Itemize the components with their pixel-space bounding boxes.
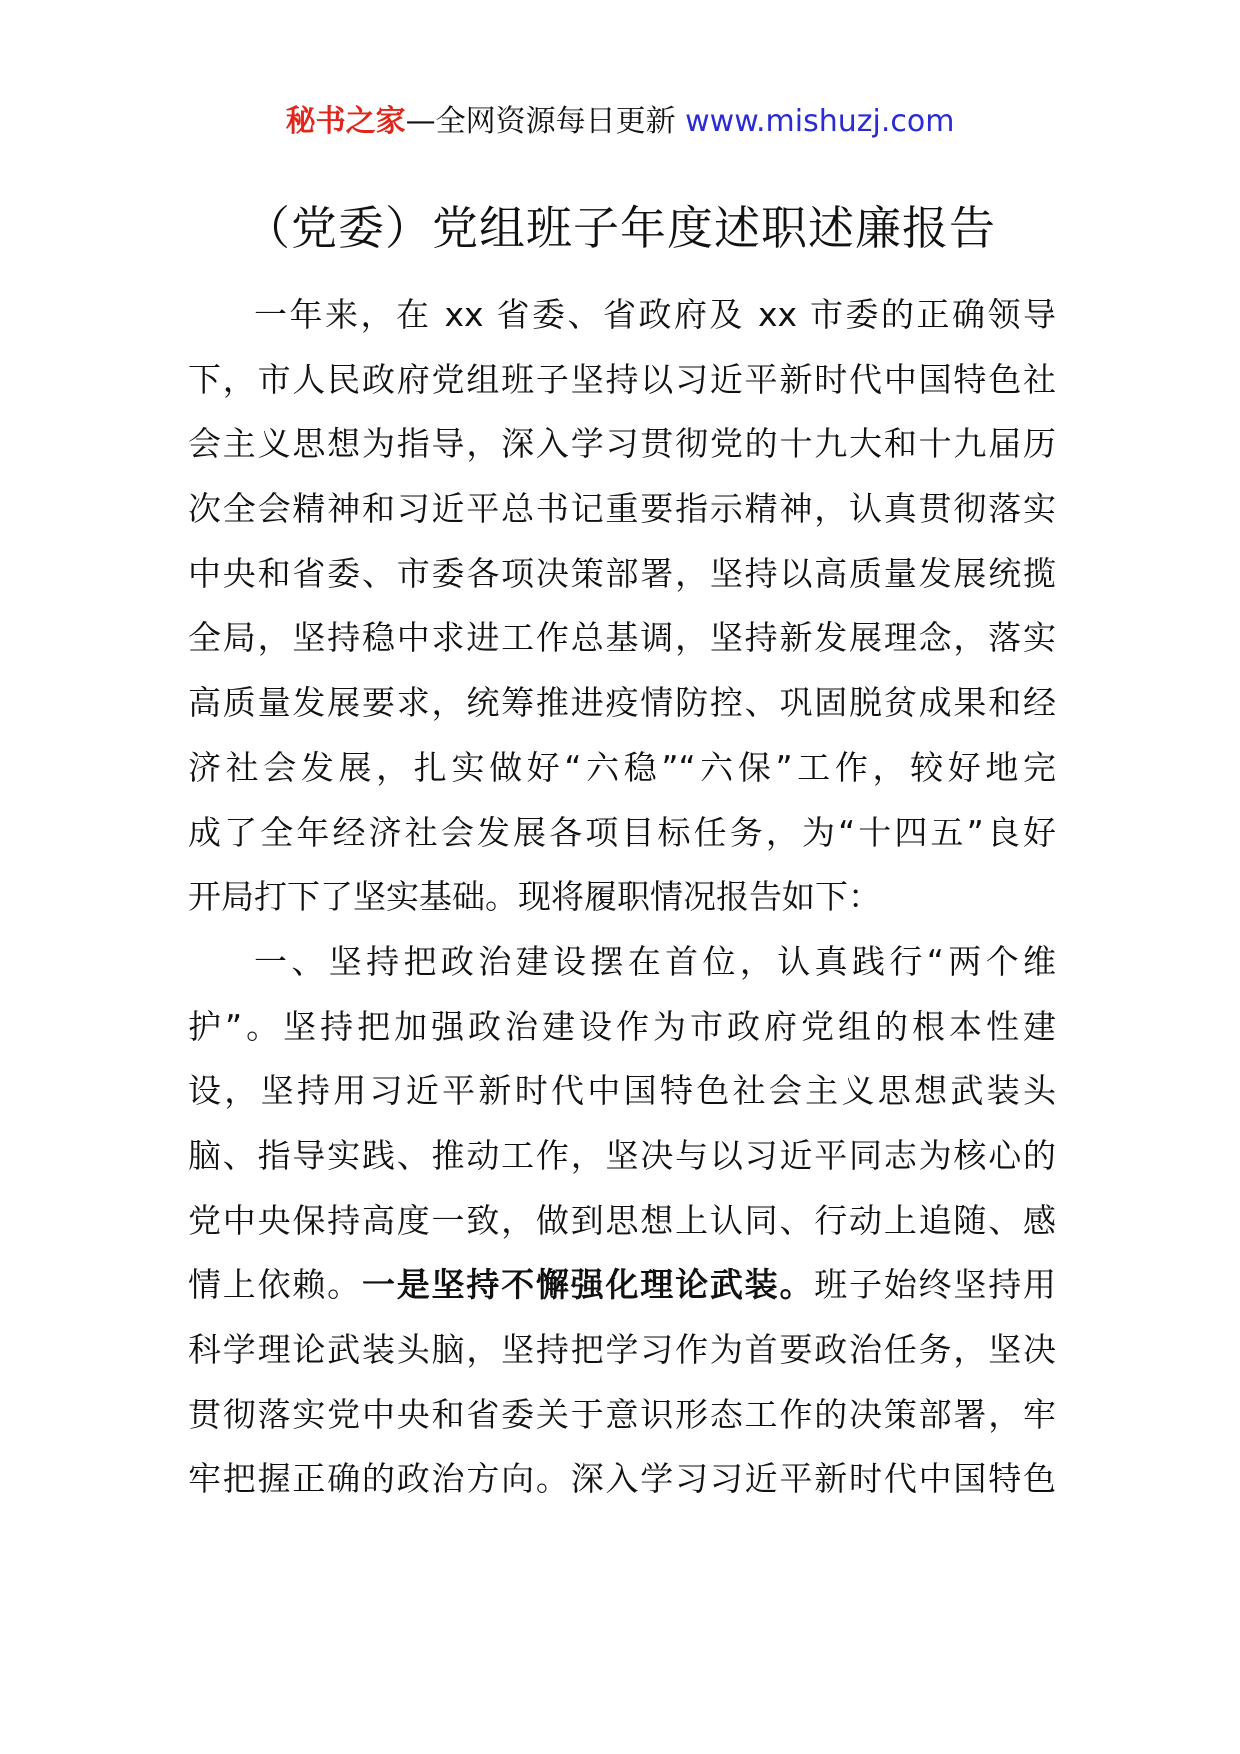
document-title: （党委）党组班子年度述职述廉报告 bbox=[244, 201, 996, 255]
header-slogan: —全网资源每日更新 bbox=[405, 104, 676, 139]
paragraph-line: 中央和省委、市委各项决策部署，坚持以高质量发展统揽 bbox=[188, 553, 1056, 593]
paragraph-line: 脑、指导实践、推动工作，坚决与以习近平同志为核心的 bbox=[188, 1135, 1056, 1175]
paragraph-line-mixed bbox=[188, 1264, 1056, 1329]
brand-name: 秘书之家 bbox=[285, 104, 406, 139]
paragraph-line: 全局，坚持稳中求进工作总基调，坚持新发展理念，落实 bbox=[188, 618, 1056, 658]
paragraph-line: 一年来，在 xx 省委、省政府及 xx 市委的正确领导 bbox=[254, 295, 1056, 334]
section-heading-line: 一、坚持把政治建设摆在首位，认真践行“两个维 bbox=[254, 941, 1056, 981]
paragraph-line: 科学理论武装头脑，坚持把学习作为首要政治任务，坚决 bbox=[188, 1330, 1056, 1369]
paragraph-line: 设，坚持用习近平新时代中国特色社会主义思想武装头 bbox=[188, 1071, 1056, 1111]
paragraph-line: 济社会发展，扎实做好“六稳”“六保”工作，较好地完 bbox=[188, 747, 1056, 787]
site-url[interactable]: www.mishuzj.com bbox=[685, 104, 955, 139]
paragraph-line: 高质量发展要求，统筹推进疫情防控、巩固脱贫成果和经 bbox=[188, 683, 1056, 723]
paragraph-line: 护”。坚持把加强政治建设作为市政府党组的根本性建 bbox=[188, 1006, 1056, 1046]
paragraph-line: 牢把握正确的政治方向。深入学习习近平新时代中国特色 bbox=[188, 1459, 1056, 1499]
paragraph-line: 次全会精神和习近平总书记重要指示精神，认真贯彻落实 bbox=[188, 489, 1056, 529]
document-body bbox=[188, 294, 1056, 1523]
bold-subheading: 一是坚持不懈强化理论武装。 bbox=[361, 1265, 815, 1305]
paragraph-text: 情上依赖。 bbox=[188, 1265, 362, 1305]
paragraph-line: 开局打下了坚实基础。现将履职情况报告如下： bbox=[188, 877, 881, 917]
site-header bbox=[0, 102, 1240, 142]
paragraph-line: 会主义思想为指导，深入学习贯彻党的十九大和十九届历 bbox=[188, 424, 1056, 464]
paragraph-line: 党中央保持高度一致，做到思想上认同、行动上追随、感 bbox=[188, 1200, 1056, 1240]
paragraph-line: 成了全年经济社会发展各项目标任务，为“十四五”良好 bbox=[188, 812, 1056, 852]
paragraph-line: 下，市人民政府党组班子坚持以习近平新时代中国特色社 bbox=[188, 359, 1056, 399]
paragraph-text: 班子始终坚持用 bbox=[814, 1265, 1057, 1305]
paragraph-line: 贯彻落实党中央和省委关于意识形态工作的决策部署，牢 bbox=[188, 1394, 1056, 1434]
